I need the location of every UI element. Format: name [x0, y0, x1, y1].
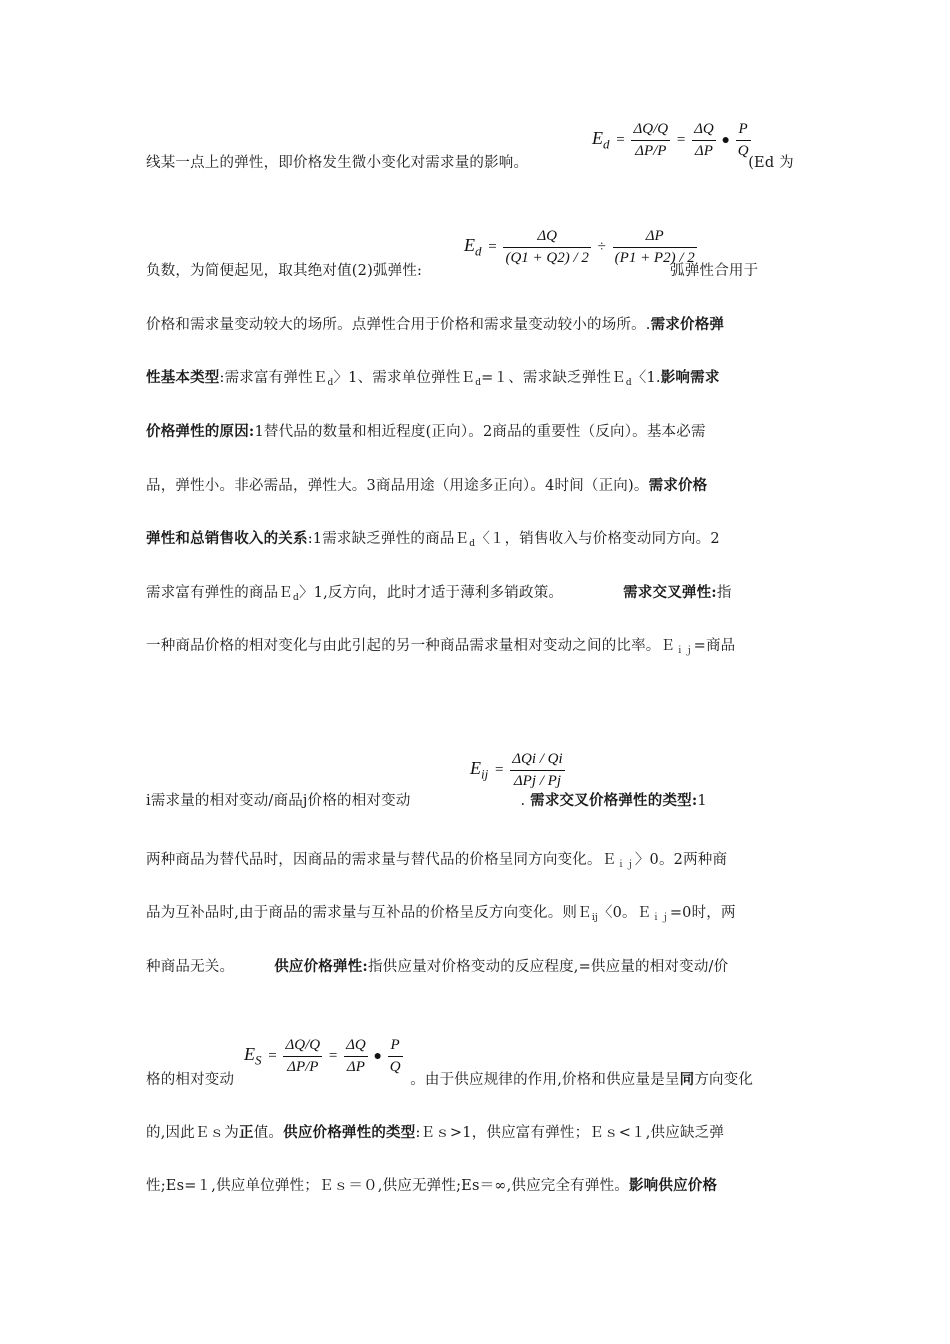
text-line-4: 性基本类型:需求富有弹性Ｅ$_d$〉1、需求单位弹性Ｅ$_d$=１、需求缺乏弹性Ｅ$_d$〈1.影响需求	[146, 369, 720, 388]
fraction: $\frac{P}{Q}$	[389, 1037, 401, 1075]
fraction: $\frac{\Delta Q}{\Delta P}$	[346, 1037, 366, 1075]
formula-symbol: $E_d$	[592, 128, 610, 152]
text-line-1: 线某一点上的弹性，即价格发生微小变化对需求量的影响。 (Ed 为	[146, 155, 794, 171]
text-line-6: 品，弹性小。非必需品，弹性大。3商品用途（用途多正向）。4时间（正向)。需求价格	[146, 477, 708, 494]
fraction: $\frac{\Delta P}{(P1 + P2) / 2}$	[614, 228, 695, 266]
text-line-14: 格的相对变动 。由于供应规律的作用,价格和供应量是呈同方向变化	[146, 1071, 754, 1088]
fraction: $\frac{\text{ΔQi / Qi}}{\text{ΔPj / Pj}}$	[512, 751, 563, 789]
fraction: $\frac{\Delta Q}{\Delta P}$	[694, 121, 714, 159]
formula-cross-elasticity: $E_{ij}$ = $\frac{\text{ΔQi / Qi}}{\text{ΔPj / Pj}}$	[470, 751, 563, 789]
formula-arc-elasticity: $E_d$ = $\frac{\Delta Q}{(Q1 + Q2) / 2}$ ÷ $\frac{\Delta P}{(P1 + P2) / 2}$	[464, 228, 695, 266]
formula-supply-elasticity: $E_S$ = $\frac{\Delta Q/Q}{\Delta P/P}$ = $\frac{\Delta Q}{\Delta P}$ ● $\frac{P}{Q}$	[244, 1037, 401, 1075]
fraction: $\frac{P}{Q}$	[737, 121, 749, 159]
formula-symbol: $E_S$	[244, 1044, 262, 1068]
text-line-9: 一种商品价格的相对变化与由此引起的另一种商品需求量相对变动之间的比率。Ｅ$_{ij}$=商品	[146, 638, 736, 656]
fraction: $\frac{\Delta Q}{(Q1 + Q2) / 2}$	[505, 228, 589, 266]
text-line-5: 价格弹性的原因:1替代品的数量和相近程度(正向）。2商品的重要性（反向）。基本必需	[146, 423, 706, 440]
fraction: $\frac{\Delta Q/Q}{\Delta P/P}$	[633, 121, 669, 159]
formula-symbol: $E_{ij}$	[470, 758, 489, 782]
formula-point-elasticity: $E_d$ = $\frac{\Delta Q/Q}{\Delta P/P}$ = $\frac{\Delta Q}{\Delta P}$ ● $\frac{P}{Q}$	[592, 121, 749, 159]
text-line-3: 价格和需求量变动较大的场所。点弹性合用于价格和需求量变动较小的场所。.需求价格弹	[146, 316, 725, 333]
formula-symbol: $E_d$	[464, 235, 482, 259]
text-line-12: 品为互补品时,由于商品的需求量与互补品的价格呈反方向变化。则Ｅ$_{ij}$〈0。Ｅ$_{ij}$=0时，两	[146, 905, 736, 923]
text-line-16: 性;Es=１,供应单位弹性；Ｅｓ＝０,供应无弹性;Es＝∞,供应完全有弹性。影响供应价格	[146, 1177, 718, 1194]
text-line-8: 需求富有弹性的商品Ｅ$_d$〉1,反方向，此时才适于薄利多销政策。 需求交叉弹性:指	[146, 584, 732, 603]
text-line-10: i需求量的相对变动/商品j价格的相对变动 . 需求交叉价格弹性的类型:1	[146, 792, 707, 809]
text-line-11: 两种商品为替代品时，因商品的需求量与替代品的价格呈同方向变化。Ｅ$_{ij}$〉0。2两种商	[146, 852, 728, 870]
fraction: $\frac{\Delta Q/Q}{\Delta P/P}$	[285, 1037, 321, 1075]
text-line-15: 的,因此Ｅｓ为正值。供应价格弹性的类型:Ｅｓ>1，供应富有弹性；Ｅｓ<１,供应缺乏弹	[146, 1124, 725, 1141]
text-line-7: 弹性和总销售收入的关系:1需求缺乏弹性的商品Ｅ$_d$〈１，销售收入与价格变动同方向。2	[146, 530, 720, 549]
text-line-2: 负数，为简便起见，取其绝对值(2)弧弹性: 弧弹性合用于	[146, 263, 759, 279]
text-line-13: 种商品无关。 供应价格弹性:指供应量对价格变动的反应程度,=供应量的相对变动/价	[146, 958, 729, 975]
